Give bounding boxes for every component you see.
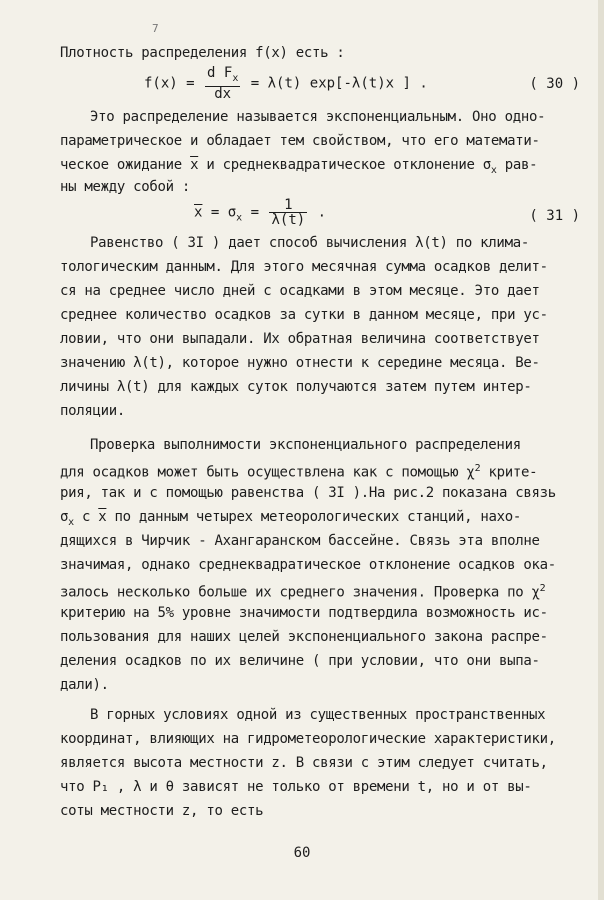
text-line xyxy=(60,508,580,532)
text-line: личины λ(t) для каждых суток получаются затем путем интер- xyxy=(60,379,532,395)
eq31-fraction xyxy=(269,198,307,227)
page-number: 60 xyxy=(293,845,311,861)
eq30-denominator: dx xyxy=(214,85,232,102)
eq31-label: ( 31 ) xyxy=(529,208,580,224)
eq30-fraction xyxy=(205,66,240,101)
text-line: пользования для наших целей экспоненциального закона распре- xyxy=(60,629,548,645)
equation-31 xyxy=(60,198,580,232)
text-line: координат, влияющих на гидрометеорологические характеристики, xyxy=(60,731,556,747)
text-line: поляции. xyxy=(60,403,126,419)
sigma-symbol: σ xyxy=(60,509,69,525)
text-line xyxy=(60,156,580,180)
page-edge xyxy=(598,0,604,900)
text-line xyxy=(60,580,580,602)
eq30-rhs: = λ(t) exp[-λ(t)x ] . xyxy=(242,75,428,92)
eq31-denominator: λ(t) xyxy=(271,212,306,228)
text-run: и среднеквадратическое отклонение σ xyxy=(198,157,491,173)
text-line: параметрическое и обладает тем свойством, что его математи- xyxy=(60,133,540,149)
text-line: соты местности z, то есть xyxy=(60,803,264,819)
text-line: Плотность распределения f(x) есть : xyxy=(60,45,345,61)
text-run: рав- xyxy=(496,157,538,173)
text-line: В горных условиях одной из существенных пространственных xyxy=(90,707,546,723)
text-line: среднее количество осадков за сутки в данном месяце, при ус- xyxy=(60,307,548,323)
text-run: по данным четырех метеорологических станций, нахо- xyxy=(106,509,521,525)
text-run: для осадков может быть осуществлена как с помощью χ xyxy=(60,464,475,481)
text-run: ческое ожидание xyxy=(60,157,191,173)
text-line: значимая, однако среднеквадратическое отклонение осадков ока- xyxy=(60,557,556,573)
text-line: критерию на 5% уровне значимости подтвердила возможность ис- xyxy=(60,605,548,621)
text-line: что P₁ , λ и θ зависят не только от времени t, но и от вы- xyxy=(60,779,532,795)
sigma-subscript: x xyxy=(490,164,497,176)
sigma-subscript: x xyxy=(68,516,74,528)
text-run: с xyxy=(73,509,99,525)
text-line: деления осадков по их величине ( при условии, что они выпа- xyxy=(60,653,540,669)
text-line: значению λ(t), которое нужно отнести к середине месяца. Ве- xyxy=(60,355,540,371)
chi-superscript: 2 xyxy=(539,583,546,594)
text-line: Проверка выполнимости экспоненциального распределения xyxy=(90,437,521,453)
text-line: ловии, что они выпадали. Их обратная величина соответствует xyxy=(60,331,540,347)
eq30-numerator-sub: x xyxy=(232,72,239,84)
text-line: ны между собой : xyxy=(60,179,191,195)
text-line: Равенство ( 3I ) дает способ вычисления λ(t) по клима- xyxy=(90,235,529,251)
text-run: крите- xyxy=(480,464,538,481)
text-line: является высота местности z. В связи с этим следует считать, xyxy=(60,755,548,771)
eq31-equals: = xyxy=(242,204,268,221)
margin-mark: 7 xyxy=(152,22,159,35)
text-line: дали). xyxy=(60,677,109,693)
mean-x-symbol: $\overline{x}$ xyxy=(98,509,107,525)
eq31-mean-x: $\overline{x}$ xyxy=(194,204,203,221)
eq30-label: ( 30 ) xyxy=(529,76,580,92)
eq31-sigma: = σ xyxy=(202,204,237,221)
text-line: Это распределение называется экспоненциальным. Оно одно- xyxy=(90,109,546,125)
text-run: залось несколько больше их среднего значения. Проверка по χ xyxy=(60,584,540,601)
eq31-sigma-sub: x xyxy=(236,212,243,224)
text-line: тологическим данным. Для этого месячная сумма осадков делит- xyxy=(60,259,548,275)
text-line: ся на среднее число дней с осадками в этом месяце. Это дает xyxy=(60,283,540,299)
eq31-rhs: . xyxy=(309,204,327,221)
text-line xyxy=(60,460,580,482)
equation-30 xyxy=(60,66,580,100)
chi-superscript: 2 xyxy=(474,463,481,474)
eq30-numerator: d F xyxy=(207,65,233,81)
text-line: рия, так и с помощью равенства ( 3I ).На рис.2 показана связь xyxy=(60,485,556,501)
eq30-lhs: f(x) = xyxy=(144,75,204,92)
eq31-numerator: 1 xyxy=(269,198,307,213)
text-line: дящихся в Чирчик - Ахангаранском бассейне. Связь эта вполне xyxy=(60,533,540,549)
mean-x-symbol: $\overline{x}$ xyxy=(190,157,199,173)
